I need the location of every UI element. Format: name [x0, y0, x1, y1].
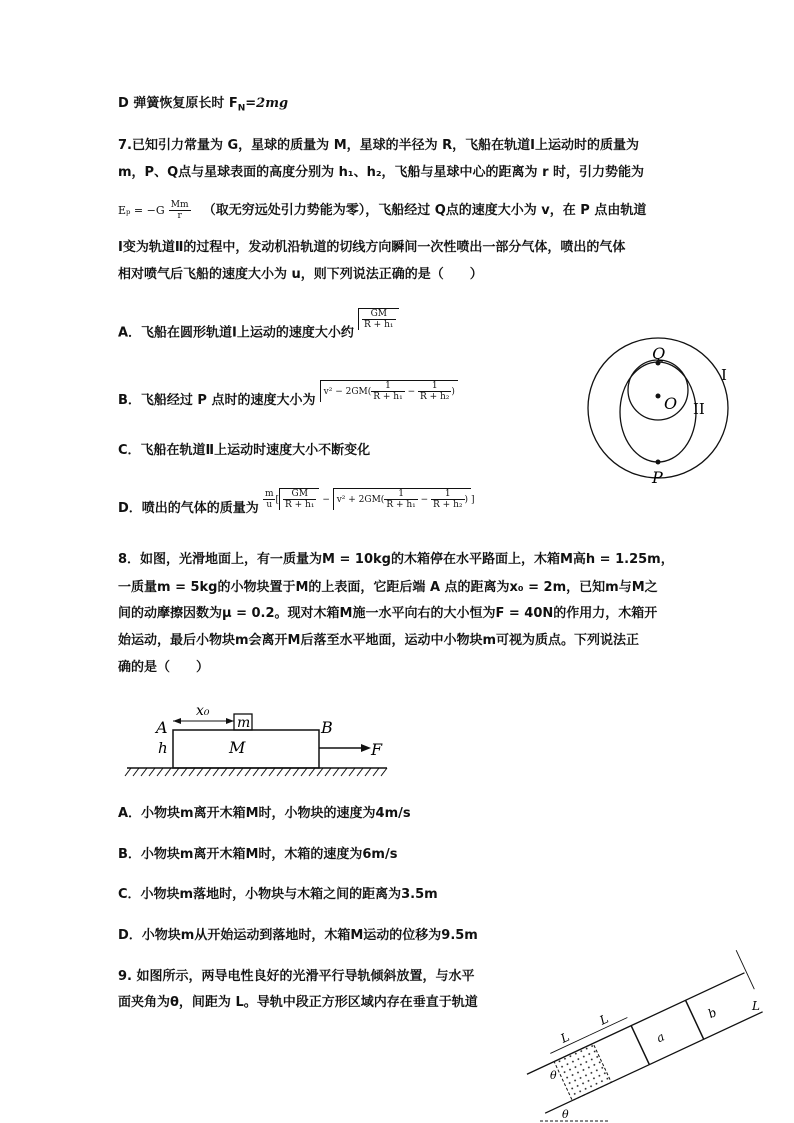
q7-option-d-gm-frac — [283, 489, 316, 510]
rail-diagram — [520, 980, 790, 1123]
label-p: P — [652, 468, 663, 487]
q7-ep-den: r — [177, 211, 182, 221]
planet — [628, 360, 688, 420]
label-x0: x₀ — [196, 703, 210, 719]
q8-option-d: D．小物块m从开始运动到落地时，木箱M运动的位移为9.5m — [118, 928, 478, 943]
q7-option-d-pre-num: m — [264, 489, 274, 499]
q7-option-d-f2 — [431, 489, 464, 510]
label-big-m: M — [229, 738, 246, 757]
q7-option-a-den: R + h₁ — [364, 320, 394, 330]
rod-a — [631, 1026, 649, 1065]
big-box — [173, 730, 319, 768]
label-f: F — [371, 740, 383, 759]
q7-option-a-sqrt — [358, 308, 398, 330]
q6-option-d-sub: N — [237, 103, 246, 114]
label-i: I — [721, 366, 727, 384]
q7-line4: Ⅰ变为轨道Ⅱ的过程中，发动机沿轨道的切线方向瞬间一次性喷出一部分气体，喷出的气体 — [118, 240, 626, 255]
q7-option-a — [118, 309, 399, 344]
label-theta2: θ — [562, 1108, 569, 1121]
q8-line1: 8．如图，光滑地面上，有一质量为M = 10kg的木箱停在水平路面上，木箱M高h = 1.25m， — [118, 552, 674, 567]
point-o — [656, 394, 661, 399]
label-h: h — [158, 739, 168, 757]
label-ii: II — [693, 400, 705, 418]
q7-ep-fraction — [169, 200, 191, 221]
q7-option-b-f1-num: 1 — [371, 381, 404, 392]
label-b: b — [705, 1005, 719, 1022]
q7-option-b-f1 — [371, 381, 404, 402]
q7-option-d-gm-den: R + h₁ — [285, 500, 315, 510]
q7-option-d-sqrt1 — [279, 488, 319, 510]
q7-line1: 7.已知引力常量为 G，星球的质量为 M，星球的半径为 R，飞船在轨道Ⅰ上运动时的质量为 — [118, 138, 640, 153]
q7-option-b-f2 — [418, 381, 451, 402]
q6-option-d — [118, 94, 288, 119]
q8-line3: 间的动摩擦因数为μ = 0.2。现对木箱M施一水平向右的大小恒为F = 40N的作用力，木箱开 — [118, 606, 658, 621]
q7-option-b-formula: v² − 2GM( — [323, 387, 372, 397]
q7-option-d-f1 — [384, 489, 417, 510]
label-b: B — [321, 718, 333, 737]
q7-option-d-inner: v² + 2GM( — [336, 495, 385, 505]
q7-option-d-f2-num: 1 — [431, 489, 464, 500]
q7-line3-tail: （取无穷远处引力势能为零），飞船经过 Q点的速度大小为 v，在 P 点由轨道 — [202, 203, 647, 218]
q7-option-d-sqrt2: v² + 2GM( $\frac{1}{\text{R + h₁}}$ − $\frac{1}{\text{R + h₂}}$ ) — [333, 488, 471, 510]
q7-option-d-pre-den: u — [266, 500, 273, 510]
q7-option-b — [118, 381, 458, 412]
q8-option-a: A．小物块m离开木箱M时，小物块的速度为4m/s — [118, 806, 411, 821]
q7-option-d-formula: m u [ GM R + h₁ − v² + 2GM( 1 R + h₁ − 1 R + h₂ ) ] — [264, 489, 475, 510]
q8-line5: 确的是（ ） — [118, 660, 210, 675]
q9-line1: 9. 如图所示，两导电性良好的光滑平行导轨倾斜放置，与水平 — [118, 969, 475, 984]
q7-ep-formula: Eₚ = −G — [118, 204, 165, 217]
q7-option-a-num: GM — [362, 309, 395, 320]
orbit-diagram — [580, 330, 740, 490]
rod-b — [686, 1000, 704, 1039]
label-l3: L — [752, 999, 760, 1013]
q7-option-a-frac — [362, 309, 395, 330]
q7-line5: 相对喷气后飞船的速度大小为 u，则下列说法正确的是（ ） — [118, 267, 483, 282]
q8-line2: 一质量m = 5kg的小物块置于M的上表面，它距后端 A 点的距离为x₀ = 2m，已知m与M之 — [118, 580, 658, 595]
q7-option-d-text: D．喷出的气体的质量为 — [118, 501, 259, 516]
label-l2: L — [597, 1011, 611, 1028]
q7-option-d-pre — [263, 489, 276, 510]
q9-line2: 面夹角为θ，间距为 L。导轨中段正方形区域内存在垂直于轨道 — [118, 995, 478, 1010]
q8-option-c: C．小物块m落地时，小物块与木箱之间的距离为3.5m — [118, 887, 438, 902]
q7-option-b-f2-den: R + h₂ — [419, 392, 450, 402]
q7-ep-num: Mm — [170, 200, 189, 210]
dim-l3 — [736, 950, 754, 989]
q7-line2: m，P、Q点与星球表面的高度分别为 h₁、h₂，飞船与星球中心的距离为 r 时，引力势能为 — [118, 165, 645, 180]
q7-option-a-text: A．飞船在圆形轨道Ⅰ上运动的速度大小约 — [118, 325, 354, 341]
x0-arrowhead-left — [173, 718, 181, 724]
label-q: Q — [652, 344, 666, 363]
ground-hatch — [125, 768, 387, 776]
q8-line4: 始运动，最后小物块m会离开M后落至水平地面，运动中小物块m可视为质点。下列说法正 — [118, 633, 640, 648]
q7-option-d-f1-num: 1 — [384, 489, 417, 500]
q7-option-d-f2-den: R + h₂ — [433, 500, 463, 510]
q7-option-b-f2-num: 1 — [418, 381, 451, 392]
q6-option-d-tail: =2mg — [245, 96, 289, 111]
q7-option-b-f1-den: R + h₁ — [373, 392, 403, 402]
label-a: a — [654, 1029, 667, 1046]
force-arrowhead — [361, 744, 371, 752]
q7-option-d-gm: GM — [283, 489, 316, 500]
q7-option-d — [118, 489, 475, 520]
label-o: O — [664, 394, 678, 413]
x0-arrowhead-right — [226, 718, 234, 724]
q7-option-b-text: B．飞船经过 P 点时的速度大小为 — [118, 393, 316, 408]
point-p — [656, 460, 661, 465]
magnetic-field-region — [554, 1043, 611, 1100]
q8-option-b: B．小物块m离开木箱M时，木箱的速度为6m/s — [118, 847, 398, 862]
label-l1: L — [558, 1029, 572, 1046]
q7-option-d-f1-den: R + h₁ — [386, 500, 416, 510]
q6-option-d-text: D 弹簧恢复原长时 F — [118, 96, 238, 111]
q7-option-b-sqrt: v² − 2GM( $\frac{1}{\text{R + h₁}}$ − $\frac{1}{\text{R + h₂}}$ ) — [320, 380, 458, 402]
q7-line3 — [118, 200, 646, 221]
box-diagram — [125, 700, 395, 780]
label-theta1: θ — [550, 1069, 557, 1082]
label-m: m — [237, 715, 251, 731]
q7-option-c: C．飞船在轨道Ⅱ上运动时速度大小不断变化 — [118, 443, 371, 458]
label-a: A — [156, 718, 168, 737]
